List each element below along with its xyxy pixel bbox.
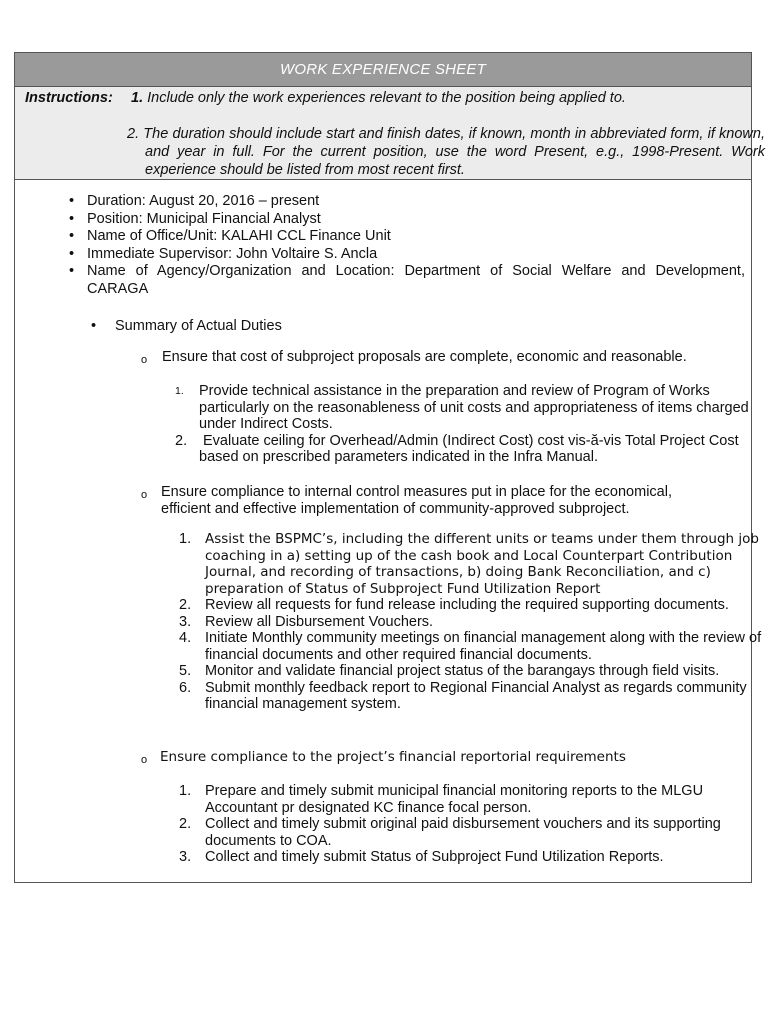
- task-item: [179, 614, 763, 631]
- work-experience-sheet: [14, 52, 765, 883]
- task-item: [179, 816, 763, 849]
- instructions-block: [15, 87, 765, 180]
- task-number: 2.: [175, 432, 188, 449]
- summary-heading: • Summary of Actual Duties: [91, 317, 282, 335]
- detail-supervisor: • Immediate Supervisor: John Voltaire S. Ancla: [69, 246, 745, 264]
- task-text: Collect and timely submit Status of Subproject Fund Utilization Reports.: [205, 849, 664, 865]
- task-item: [179, 597, 763, 614]
- instruction-1-number: 1.: [131, 90, 144, 106]
- task-text: Provide technical assistance in the preparation and review of Program of Works particularly on the reasonableness of unit costs and appropriateness of items charged under Indirect Costs.: [199, 383, 749, 432]
- task-number: 2.: [179, 816, 192, 832]
- task-text: Prepare and timely submit municipal financial monitoring reports to the MLGU Accountant pr designated KC finance focal person.: [205, 783, 704, 816]
- duty-text: Ensure that cost of subproject proposals are complete, economic and reasonable.: [162, 349, 687, 365]
- detail-duration: • Duration: August 20, 2016 – present: [69, 193, 745, 211]
- task-number: 3.: [179, 849, 192, 865]
- task-text: Collect and timely submit original paid disbursement vouchers and its supporting documents to COA.: [205, 816, 721, 849]
- duty-1-tasks: [175, 383, 751, 466]
- task-item: [179, 531, 763, 597]
- instruction-1: [131, 89, 626, 107]
- task-item: [179, 663, 763, 680]
- sheet-title: WORK EXPERIENCE SHEET: [15, 53, 751, 87]
- task-number: 4.: [179, 630, 192, 646]
- duty-3-tasks: [179, 783, 763, 866]
- task-item: [175, 383, 751, 433]
- duty-marker: o: [141, 489, 148, 501]
- task-number: 1.: [175, 385, 184, 397]
- detail-agency: • Name of Agency/Organization and Location: Department of Social Welfare and Development, CARAGA: [69, 263, 745, 298]
- task-text: Submit monthly feedback report to Regional Financial Analyst as regards community financial management system.: [205, 679, 747, 712]
- instruction-1-text: Include only the work experiences relevant to the position being applied to.: [147, 90, 626, 106]
- instructions-label: Instructions:: [25, 90, 113, 106]
- duty-text: Ensure compliance to the project’s financial reportorial requirements: [160, 749, 626, 765]
- task-number: 2.: [179, 597, 192, 613]
- task-text: Initiate Monthly community meetings on financial management along with the review of financial documents and other required financial documents.: [205, 630, 762, 663]
- duty-marker: o: [141, 354, 148, 366]
- detail-position: • Position: Municipal Financial Analyst: [69, 211, 745, 229]
- task-text: Review all Disbursement Vouchers.: [205, 613, 434, 630]
- duty-2-tasks: [179, 531, 763, 713]
- task-item: [179, 849, 763, 866]
- instruction-2: 2. The duration should include start and finish dates, if known, month in abbreviated form, if known, and year in full. For the current position, use the word Present, e.g., 1998-Present. Work experience should be listed from most recent first.: [127, 126, 765, 178]
- task-text: Review all requests for fund release including the required supporting documents.: [205, 597, 729, 613]
- task-item: [179, 680, 763, 713]
- task-text: Evaluate ceiling for Overhead/Admin (Indirect Cost) cost vis-ă-vis Total Project Cost based on prescribed parameters indicated in the Infra Manual.: [199, 432, 739, 465]
- task-number: 1.: [179, 783, 192, 799]
- task-number: 1.: [179, 531, 192, 547]
- task-item: [179, 630, 763, 663]
- duty-text: Ensure compliance to internal control measures put in place for the economical, efficient and effective implementation of community-approved subproject.: [161, 484, 672, 517]
- position-details: [69, 193, 745, 298]
- duty-marker: o: [141, 754, 148, 766]
- task-number: 6.: [179, 679, 192, 696]
- task-text: Assist the BSPMC’s, including the different units or teams under them through job coaching in a) setting up of the cash book and Local Counterpart Contribution Journal, and recording of transactions, b) doing Bank Reconciliation, and c) preparation of Status of Subproject Fund Utilization Report: [205, 531, 759, 597]
- detail-office: • Name of Office/Unit: KALAHI CCL Finance Unit: [69, 228, 745, 246]
- task-text: Monitor and validate financial project status of the barangays through field visits.: [205, 663, 720, 679]
- task-number: 3.: [179, 613, 192, 630]
- task-number: 5.: [179, 663, 192, 679]
- task-item: [175, 433, 751, 466]
- task-item: [179, 783, 763, 816]
